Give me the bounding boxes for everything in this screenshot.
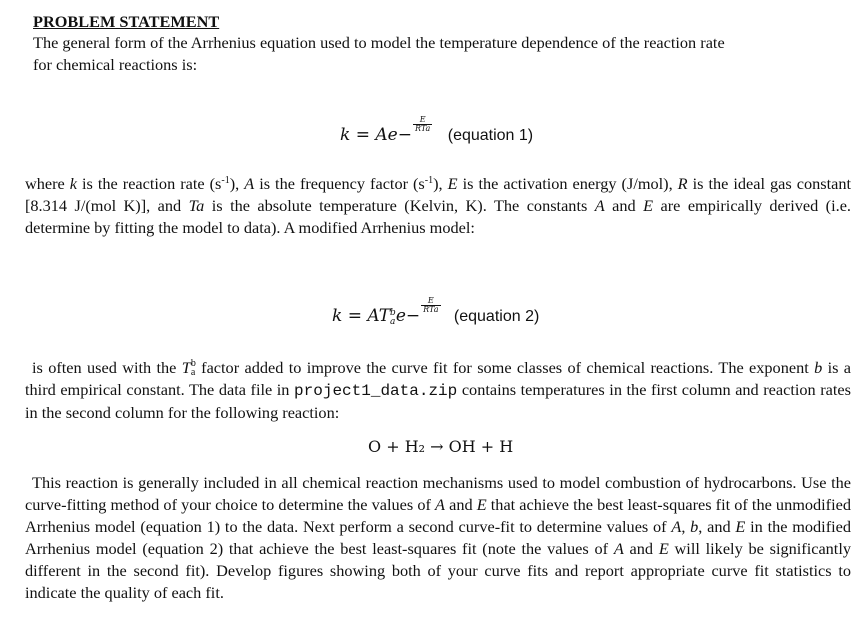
text: is a third empirical constant. The data file in <box>25 358 852 399</box>
text: will likely be significantly different in the second fit). Develop figures showing both of your curve fits and report appropriate curve fit statistics to indicate the quality of each fit. <box>25 539 851 602</box>
text: is the reaction rate (s <box>77 174 222 193</box>
var-b: b <box>690 517 699 536</box>
superscript-b: b <box>190 358 196 369</box>
text: ), <box>433 174 448 193</box>
var-E: E <box>476 495 487 514</box>
equation-2-exponent <box>421 297 440 314</box>
euler-e: e <box>395 306 406 326</box>
equation-2-exp-numerator: E <box>421 297 440 306</box>
text: is the absolute temperature (Kelvin, K). The constants <box>204 196 595 215</box>
minus-sign: − <box>405 306 421 326</box>
text: This reaction is generally included in all chemical reaction mechanisms used to model combustion of hydrocarbons. Use the curve-fitting method of your choice to determine the values of <box>25 473 851 514</box>
equation-1 <box>340 116 533 145</box>
var-E: E <box>658 539 669 558</box>
text: and <box>444 495 477 514</box>
equation-2 <box>332 297 539 327</box>
var-A: A <box>435 495 445 514</box>
subscript-a: a <box>190 367 196 378</box>
intro-line-2: for chemical reactions is: <box>33 55 198 74</box>
equation-1-lhs: k = Ae <box>340 125 398 145</box>
var-A: A <box>613 539 624 558</box>
text: is the frequency factor (s <box>254 174 425 193</box>
equation-2-label: (equation 2) <box>453 308 540 325</box>
Ta-scripts <box>191 359 196 377</box>
var-Ta: Ta <box>188 196 205 215</box>
superscript: -1 <box>221 175 230 186</box>
var-E: E <box>447 174 458 193</box>
equation-1-exp-denominator: RTa <box>414 124 431 133</box>
modified-paragraph <box>25 357 851 424</box>
var-A: A <box>594 196 605 215</box>
text: is often used with the <box>32 358 182 377</box>
text: in the modified Arrhenius model (equation 2) that achieve the best least-squares fit (note the values of <box>25 517 852 558</box>
text: where <box>25 174 70 193</box>
text: is the activation energy (J/mol), <box>457 174 678 193</box>
superscript: -1 <box>424 175 434 186</box>
text: and <box>604 196 644 215</box>
var-A: A <box>671 517 682 536</box>
var-k: k <box>69 174 78 193</box>
text: are empirically derived (i.e. determine by fitting the model to data). A modified Arrhenius model: <box>25 196 851 237</box>
page-title: PROBLEM STATEMENT <box>33 12 220 31</box>
closing-paragraph <box>25 472 851 604</box>
filename: project1_data.zip <box>294 382 458 400</box>
equation-1-exponent <box>413 116 432 133</box>
text: contains temperatures in the first column and reaction rates in the second column for the following reaction: <box>25 380 851 422</box>
where-paragraph <box>25 173 851 239</box>
equation-1-label: (equation 1) <box>447 127 534 144</box>
text: , <box>681 517 691 536</box>
minus-sign: − <box>397 125 412 145</box>
var-A: A <box>244 174 255 193</box>
var-T: T <box>181 358 191 377</box>
intro-line-1: The general form of the Arrhenius equation used to model the temperature dependence of the reaction rate <box>33 33 725 52</box>
var-E: E <box>643 196 654 215</box>
var-R: R <box>677 174 688 193</box>
equation-2-lhs: k = AT <box>332 306 391 326</box>
superscript-b: b <box>390 308 396 318</box>
text: is the ideal gas constant [8.314 J/(mol K)], and <box>25 174 852 215</box>
var-b: b <box>814 358 823 377</box>
reaction-equation: O + H₂ → OH + H <box>368 437 514 456</box>
text: , and <box>698 517 736 536</box>
text: factor added to improve the curve fit for some classes of chemical reactions. The exponent <box>195 358 815 377</box>
equation-1-exp-numerator: E <box>413 116 432 125</box>
text: and <box>623 539 659 558</box>
var-E: E <box>735 517 746 536</box>
intro-paragraph <box>33 32 833 76</box>
text: ), <box>229 174 245 193</box>
equation-2-exp-denominator: RTa <box>423 305 439 314</box>
subscript-a: a <box>390 317 396 327</box>
text: that achieve the best least-squares fit of the unmodified Arrhenius model (equation 1) to the data. Next perform a second curve-fit to determine values of <box>25 495 851 536</box>
